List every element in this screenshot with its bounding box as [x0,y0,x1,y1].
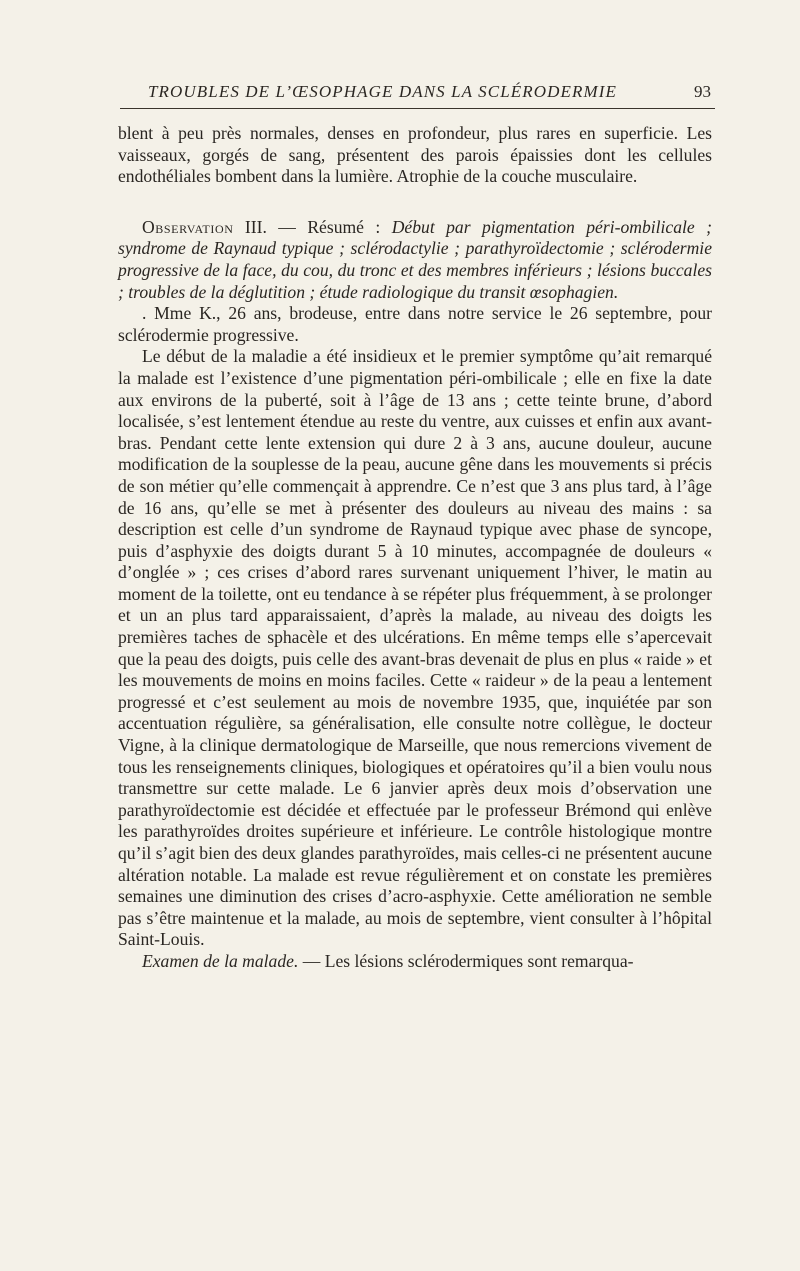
exam-label: Examen de la malade. [142,950,299,971]
observation-number: III. [244,216,267,237]
patient-intro: . Mme K., 26 ans, brodeuse, entre dans notre service le 26 septembre, pour sclérodermie progressive. [118,303,712,345]
paragraph-continued: blent à peu près normales, denses en profondeur, plus rares en superficie. Les vaisseaux, gorgés de sang, présentent des parois épaissies dont les cellules endothéliales bombent dans la lumière. Atrophie de la couche musculaire. [118,123,712,187]
running-header [120,80,715,109]
body-text [118,123,712,973]
observation-dash: — Résumé : [266,216,392,237]
running-title: TROUBLES DE L’ŒSOPHAGE DANS LA SCLÉRODERMIE [148,82,617,101]
paragraph-gap [118,188,712,217]
exam-paragraph [118,951,712,973]
observation-label: Observation [142,216,234,237]
exam-text: — Les lésions sclérodermiques sont remarqua- [298,950,634,971]
observation-heading [118,217,712,303]
observation-summary: Début par pigmentation péri-ombilicale ; syndrome de Raynaud typique ; sclérodactylie ; parathyroïdectomie ; sclérodermie progressive de la face, du cou, du tronc et des membres inférieurs ; lésions buccales ; troubles de la déglutition ; étude radiologique du transit œsophagien. [118,216,712,302]
page-number: 93 [694,82,711,101]
history-paragraph: Le début de la maladie a été insidieux et le premier symptôme qu’ait remarqué la malade est l’existence d’une pigmentation péri-ombilicale ; elle en fixe la date aux environs de la puberté, soit à l’âge de 13 ans ; cette teinte brune, d’abord localisée, s’est lentement étendue au reste du ventre, aux cuisses et enfin aux avant-bras. Pendant cette lente extension qui dure 2 à 3 ans, aucune douleur, aucune modification de la souplesse de la peau, aucune gêne dans les mouvements si précis de son métier qu’elle commençait à apprendre. Ce n’est que 3 ans plus tard, à l’âge de 16 ans, qu’elle se met à présenter des douleurs au niveau des mains : sa description est celle d’un syndrome de Raynaud typique avec phase de syncope, puis d’asphyxie des doigts durant 5 à 10 minutes, accompagnée de douleurs « d’onglée » ; ces crises d’abord rares survenant uniquement l’hiver, le matin au moment de la toilette, ont eu tendance à se répéter plus fréquemment, à se prolonger et un an plus tard apparaissaient, d’après la malade, au niveau des doigts les premières taches de sphacèle et des ulcérations. En même temps elle s’apercevait que la peau des doigts, puis celle des avant-bras devenait de plus en plus « raide » et les mouvements de moins en moins faciles. Cette « raideur » de la peau a lentement progressé et c’est seulement au mois de novembre 1935, que, inquiétée par son accentuation régulière, sa généralisation, elle consulte notre collègue, le docteur Vigne, à la clinique dermatologique de Marseille, que nous remercions vivement de tous les renseignements cliniques, biologiques et opératoires qu’il a bien voulu nous transmettre sur cette malade. Le 6 janvier après deux mois d’observation une parathyroïdectomie est décidée et effectuée par le professeur Brémond qui enlève les parathyroïdes droites supérieure et inférieure. Le contrôle histologique montre qu’il s’agit bien des deux glandes parathyroïdes, mais celles-ci ne présentent aucune altération notable. La malade est revue régulièrement et on constate les premières semaines une diminution des crises d’acro-asphyxie. Cette amélioration ne semble pas s’être maintenue et la malade, au mois de septembre, vient consulter à l’hôpital Saint-Louis. [118,346,712,950]
